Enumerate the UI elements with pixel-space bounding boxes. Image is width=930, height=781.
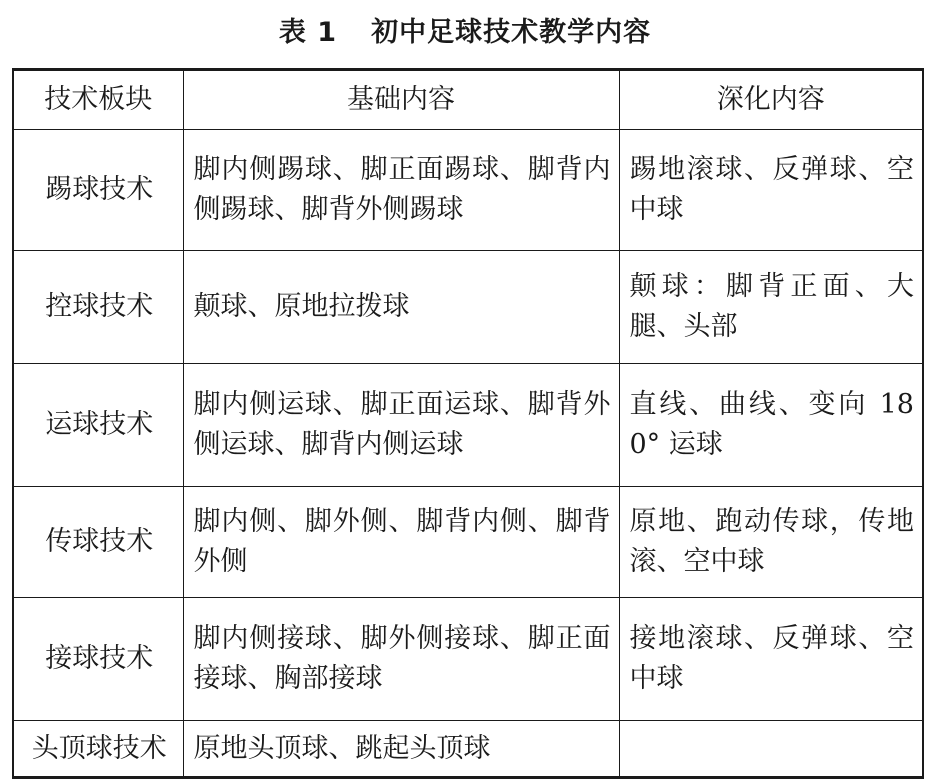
column-header-deep: 深化内容 <box>619 70 923 130</box>
table-row <box>13 251 923 364</box>
module-cell: 头顶球技术 <box>13 721 183 778</box>
table-number: 表 1 <box>278 16 338 48</box>
table-row <box>13 598 923 721</box>
module-cell: 传球技术 <box>13 487 183 598</box>
basic-content-cell: 原地头顶球、跳起头顶球 <box>183 721 619 778</box>
table-row <box>13 487 923 598</box>
basic-content-cell: 脚内侧踢球、脚正面踢球、脚背内侧踢球、脚背外侧踢球 <box>183 130 619 251</box>
deep-content-cell: 踢地滚球、反弹球、空中球 <box>619 130 923 251</box>
column-header-basic: 基础内容 <box>183 70 619 130</box>
deep-content-cell: 原地、跑动传球，传地滚、空中球 <box>619 487 923 598</box>
table-caption <box>0 0 930 58</box>
teaching-content-table <box>12 68 924 779</box>
header-row <box>13 70 923 130</box>
module-cell: 控球技术 <box>13 251 183 364</box>
column-header-module: 技术板块 <box>13 70 183 130</box>
deep-content-cell: 直线、曲线、变向 180° 运球 <box>619 364 923 487</box>
basic-content-cell: 脚内侧、脚外侧、脚背内侧、脚背外侧 <box>183 487 619 598</box>
table-row <box>13 721 923 778</box>
deep-content-cell: 接地滚球、反弹球、空中球 <box>619 598 923 721</box>
table-row <box>13 130 923 251</box>
basic-content-cell: 脚内侧接球、脚外侧接球、脚正面接球、胸部接球 <box>183 598 619 721</box>
deep-content-cell: 颠球：脚背正面、大腿、头部 <box>619 251 923 364</box>
table-title: 初中足球技术教学内容 <box>371 16 652 48</box>
module-cell: 踢球技术 <box>13 130 183 251</box>
module-cell: 运球技术 <box>13 364 183 487</box>
table-row <box>13 364 923 487</box>
deep-content-cell <box>619 721 923 778</box>
basic-content-cell: 脚内侧运球、脚正面运球、脚背外侧运球、脚背内侧运球 <box>183 364 619 487</box>
module-cell: 接球技术 <box>13 598 183 721</box>
basic-content-cell: 颠球、原地拉拨球 <box>183 251 619 364</box>
